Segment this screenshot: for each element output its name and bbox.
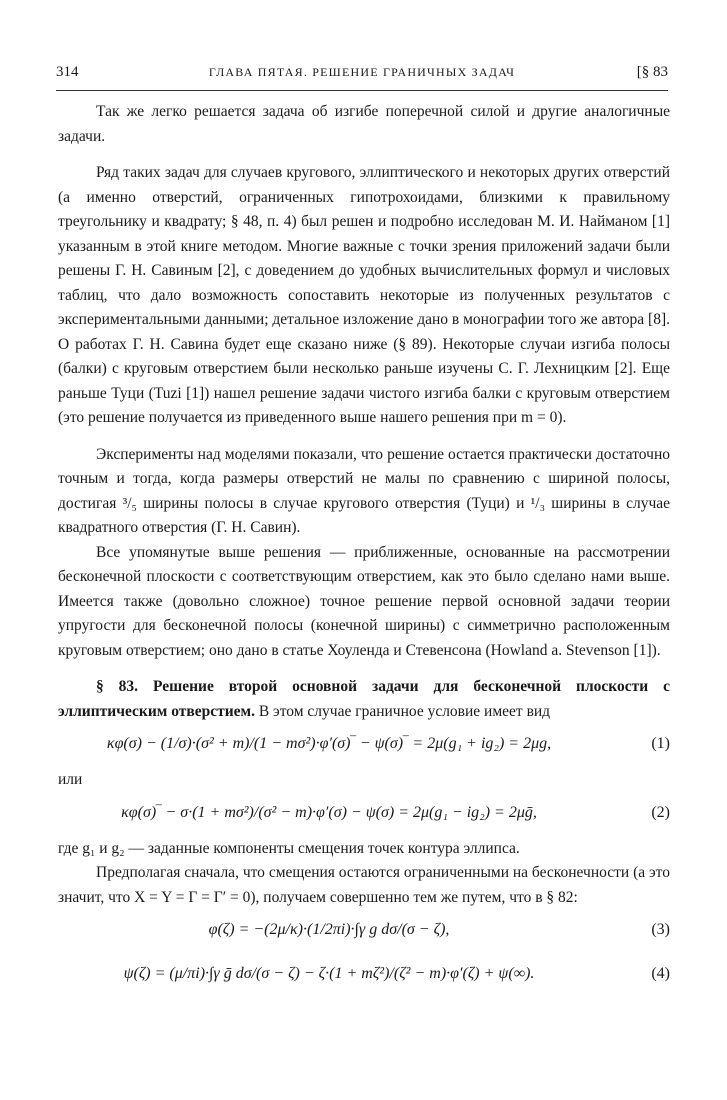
page-body bbox=[58, 100, 670, 998]
equation-3-formula: φ(ζ) = −(2μ/κ)·(1/2πi)·∫γ g dσ/(σ − ζ), bbox=[208, 921, 450, 938]
equation-2-number: (2) bbox=[651, 803, 670, 821]
running-header bbox=[56, 64, 668, 86]
running-title: ГЛАВА ПЯТАЯ. РЕШЕНИЕ ГРАНИЧНЫХ ЗАДАЧ bbox=[208, 65, 516, 79]
paragraph-4: Все упомянутые выше решения — приближенные, основанные на рассмотрении бесконечной плоскости с соответствующим отверстием, как это было сделано нами выше. Имеется также (довольно сложное) точное решение первой основной задачи теории упругости для бесконечной полосы (конечной ширины) с симметрично расположенным круговым отверстием; оно дано в статье Хоуленда и Стевенсона (Howland a. Stevenson [1]). bbox=[58, 543, 670, 659]
section-paragraph bbox=[58, 675, 670, 724]
paragraph-6: Предполагая сначала, что смещения остаются ограниченными на бесконечности (а это значит, что X = Y = Γ = Γ′ = 0), получаем совершенно тем же путем, что в § 82: bbox=[58, 864, 670, 906]
equation-1-formula: κφ(σ) − (1/σ)·(σ² + m)/(1 − mσ²)·φ′(σ)‾ − ψ(σ)‾ = 2μ(g₁ + ig₂) = 2μg, bbox=[106, 735, 552, 752]
conjunction-ili: или bbox=[58, 771, 83, 788]
equation-2 bbox=[58, 793, 670, 837]
equation-3 bbox=[58, 910, 670, 954]
paragraph-2: Ряд таких задач для случаев кругового, эллиптического и некоторых других отверстий (а именно отверстий, ограниченных гипотрохоидами, близкими к правильному треугольнику и квадрату; § 48, п. 4) был решен и подробно исследован М. И. Найманом [1] указанным в этой книге методом. Многие важные с точки зрения приложений задачи были решены Г. Н. Савиным [2], с доведением до удобных вычислительных формул и числовых таблиц, что дало возможность сопоставить некоторые из полученных результатов с экспериментальными данными; детальное изложение дано в монографии того же автора [8]. О работах Г. Н. Савина будет еще сказано ниже (§ 89). Некоторые случаи изгиба полосы (балки) с круговым отверстием были несколько раньше изучены С. Г. Лехницким [2]. Еще раньше Туци (Tuzi [1]) нашел решение задачи чистого изгиба балки с круговым отверстием (это решение получается из приведенного выше нашего решения при m = 0). bbox=[58, 164, 670, 426]
equation-1-number: (1) bbox=[651, 735, 670, 752]
equation-1 bbox=[58, 724, 670, 768]
paragraph-5: где g₁ и g₂ — заданные компоненты смещения точек контура эллипса. bbox=[58, 839, 520, 857]
equation-2-formula: κφ(σ)‾ − σ·(1 + mσ²)/(σ² − m)·φ′(σ) − ψ(σ) = 2μ(g₁ − ig₂) = 2μḡ, bbox=[121, 803, 537, 821]
equation-4-number: (4) bbox=[651, 965, 670, 982]
paragraph-1: Так же легко решается задача об изгибе поперечной силой и другие аналогичные задачи. bbox=[58, 103, 670, 145]
equation-3-number: (3) bbox=[651, 921, 670, 938]
equation-4-formula: ψ(ζ) = (μ/πi)·∫γ ḡ dσ/(σ − ζ) − ζ·(1 + mζ²)/(ζ² − m)·φ′(ζ) + ψ(∞). bbox=[123, 965, 535, 982]
page-number: 314 bbox=[56, 64, 79, 80]
header-rule bbox=[56, 90, 668, 91]
section-heading: § 83. Решение второй основной задачи для бесконечной плоскости с эллиптическим отверстием. bbox=[58, 678, 670, 720]
section-reference: [§ 83 bbox=[636, 64, 668, 80]
equation-4 bbox=[58, 954, 670, 998]
paragraph-3: Эксперименты над моделями показали, что решение остается практически достаточно точным и тогда, когда размеры отверстий не малы по сравнению с шириной полосы, достигая ³/₅ ширины полосы в случае кругового отверстия (Туци) и ¹/₃ ширины в случае квадратного отверстия (Г. Н. Савин). bbox=[58, 445, 670, 536]
section-text: В этом случае граничное условие имеет вид bbox=[254, 702, 551, 720]
